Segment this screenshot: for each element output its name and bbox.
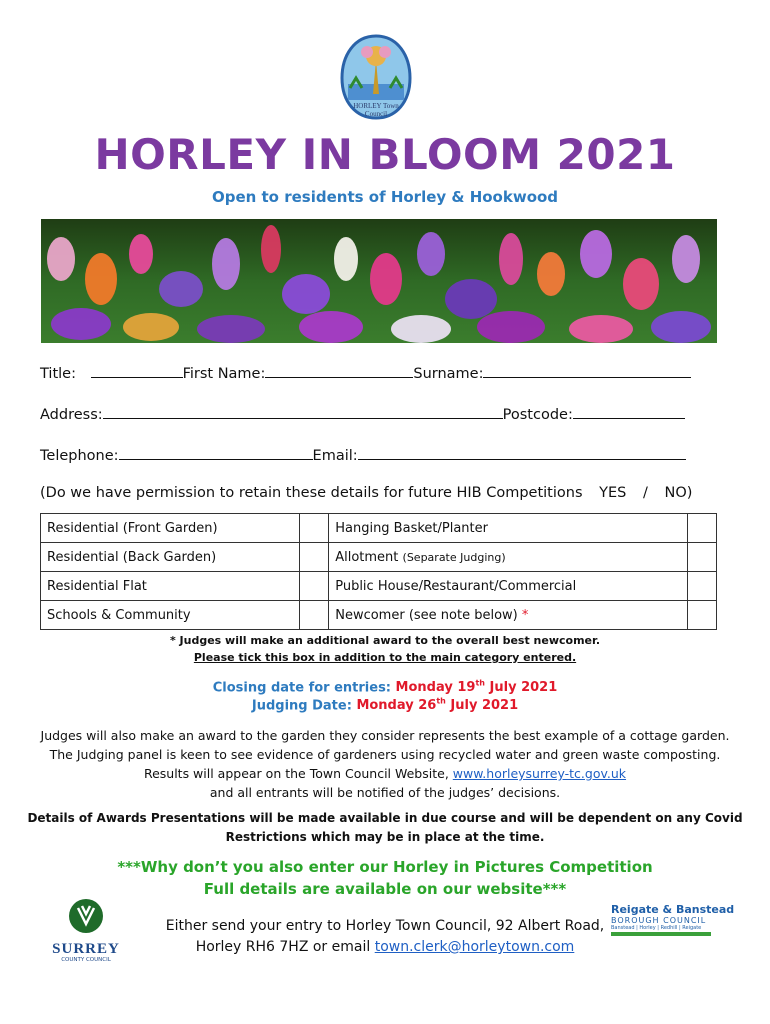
- details-line: Details of Awards Presentations will be made available in due course and will be dependent on any Covid: [27, 811, 743, 825]
- category-label: Allotment: [335, 549, 399, 565]
- category-checkbox[interactable]: [300, 514, 329, 543]
- send-text: Horley RH6 7HZ or email: [195, 939, 371, 955]
- first-name-field[interactable]: [265, 363, 413, 378]
- category-cell: [329, 543, 688, 572]
- horley-council-logo: [336, 32, 416, 126]
- judging-month: July 2021: [450, 698, 519, 714]
- first-name-label: First Name:: [182, 366, 266, 382]
- page-subtitle: Open to residents of Horley & Hookwood: [211, 188, 559, 206]
- info-line: Judges will also make an award to the garden they consider represents the best example of a cottage garden.: [40, 728, 730, 743]
- table-row: [41, 543, 717, 572]
- closing-ordinal: th: [475, 679, 485, 688]
- surrey-county-council-logo: [44, 898, 128, 963]
- category-label: Newcomer (see note below): [335, 607, 518, 623]
- category-label: Residential (Front Garden): [41, 514, 300, 543]
- newcomer-note: * Judges will make an additional award to the overall best newcomer.: [169, 634, 601, 647]
- info-paragraph: [0, 726, 770, 802]
- surrey-sub: COUNTY COUNCIL: [61, 957, 111, 963]
- category-label: Public House/Restaurant/Commercial: [329, 572, 688, 601]
- surrey-name: SURREY: [52, 941, 120, 957]
- permission-yes[interactable]: YES: [599, 485, 627, 501]
- surrey-stag-icon: [44, 898, 128, 938]
- send-line: [160, 937, 610, 958]
- reigate-banstead-logo: [611, 903, 735, 947]
- category-checkbox[interactable]: [300, 543, 329, 572]
- category-label: Residential (Back Garden): [41, 543, 300, 572]
- table-row: [41, 601, 717, 630]
- send-line: Either send your entry to Horley Town Council, 92 Albert Road,: [165, 918, 605, 934]
- judging-day: Monday 26: [356, 698, 437, 714]
- permission-no[interactable]: NO): [664, 485, 693, 501]
- closing-date-label: Closing date for entries:: [212, 680, 392, 696]
- info-line: [0, 764, 770, 783]
- page-title: HORLEY IN BLOOM 2021: [94, 130, 676, 179]
- asterisk-mark: *: [521, 607, 529, 623]
- allotment-note: (Separate Judging): [402, 550, 506, 564]
- tick-instruction: Please tick this box in addition to the main category entered.: [193, 651, 577, 664]
- form-row-address: [40, 404, 685, 423]
- judging-date-label: Judging Date:: [251, 698, 352, 714]
- judging-date-value: [356, 698, 518, 713]
- surname-label: Surname:: [413, 366, 484, 382]
- category-checkbox[interactable]: [688, 572, 717, 601]
- surname-field[interactable]: [483, 363, 691, 378]
- permission-slash: /: [642, 485, 648, 501]
- judging-ordinal: th: [436, 697, 446, 706]
- form-row-name: [40, 363, 691, 382]
- closing-day: Monday 19: [395, 680, 476, 696]
- awards-details: [0, 809, 770, 847]
- website-link[interactable]: www.horleysurrey-tc.gov.uk: [452, 766, 627, 781]
- rbbc-sub: BOROUGH COUNCIL: [611, 916, 707, 925]
- rbbc-tag: Banstead | Horley | Redhill | Reigate: [611, 925, 702, 931]
- category-table: [40, 513, 717, 630]
- permission-question: [40, 485, 692, 501]
- category-label: Hanging Basket/Planter: [329, 514, 688, 543]
- closing-date-value: [396, 680, 558, 695]
- details-line: Restrictions which may be in place at the time.: [225, 830, 545, 844]
- email-label: Email:: [312, 448, 358, 464]
- closing-month: July 2021: [489, 680, 558, 696]
- info-line: and all entrants will be notified of the judges’ decisions.: [209, 785, 561, 800]
- address-field[interactable]: [103, 404, 503, 419]
- title-field[interactable]: [91, 363, 183, 378]
- promo-line: Full details are available on our website***: [203, 880, 567, 898]
- logo-text: HORLEY Town Council: [353, 102, 399, 118]
- permission-text: (Do we have permission to retain these details for future HIB Competitions: [40, 485, 583, 501]
- title-label: Title:: [40, 366, 76, 382]
- category-cell: [329, 601, 688, 630]
- category-checkbox[interactable]: [300, 572, 329, 601]
- postcode-field[interactable]: [573, 404, 685, 419]
- judging-date: [0, 697, 770, 713]
- category-label: Schools & Community: [41, 601, 300, 630]
- table-row: [41, 572, 717, 601]
- table-row: [41, 514, 717, 543]
- submission-instructions: [160, 916, 610, 958]
- category-checkbox[interactable]: [688, 601, 717, 630]
- results-text: Results will appear on the Town Council Website,: [143, 766, 449, 781]
- rbbc-green-bar: [611, 932, 711, 936]
- email-field[interactable]: [358, 445, 686, 460]
- email-link[interactable]: town.clerk@horleytown.com: [374, 939, 575, 955]
- telephone-label: Telephone:: [40, 448, 119, 464]
- flower-banner-image: [41, 219, 717, 343]
- category-checkbox[interactable]: [688, 514, 717, 543]
- postcode-label: Postcode:: [502, 407, 573, 423]
- category-label: Residential Flat: [41, 572, 300, 601]
- telephone-field[interactable]: [119, 445, 313, 460]
- category-checkbox[interactable]: [300, 601, 329, 630]
- address-label: Address:: [40, 407, 103, 423]
- info-line: The Judging panel is keen to see evidence of gardeners using recycled water and green waste composting.: [49, 747, 721, 762]
- pictures-competition-promo: [0, 856, 770, 900]
- closing-date: [0, 679, 770, 695]
- promo-line: ***Why don’t you also enter our Horley in Pictures Competition: [117, 858, 653, 876]
- form-row-contact: [40, 445, 686, 464]
- category-checkbox[interactable]: [688, 543, 717, 572]
- rbbc-name: Reigate & Banstead: [611, 903, 735, 916]
